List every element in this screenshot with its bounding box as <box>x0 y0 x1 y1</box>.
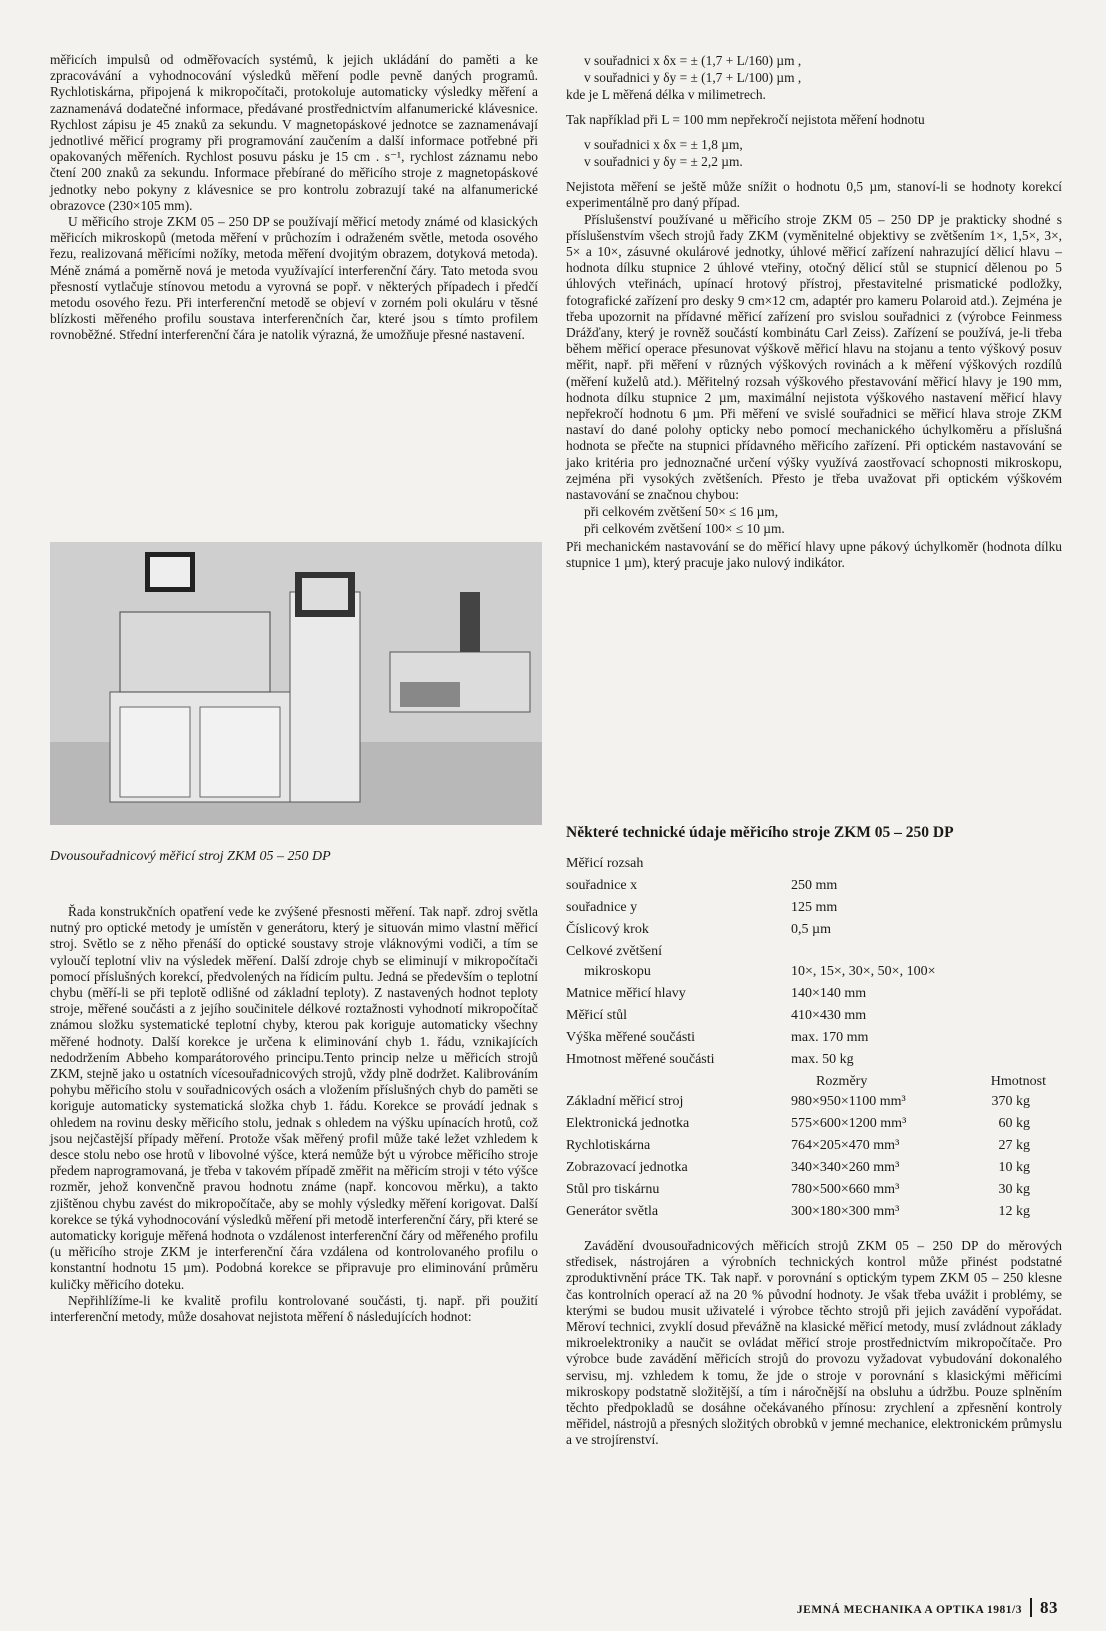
formula: v souřadnici y δy = ± (1,7 + L/100) µm , <box>584 70 802 86</box>
mass-header: Hmotnost <box>990 1074 1046 1089</box>
range-label: Měřicí rozsah <box>566 856 644 871</box>
table-row: Základní měřicí stroj 980×950×1100 mm³ 370 kg <box>566 1094 1030 1109</box>
table-row: Elektronická jednotka 575×600×1200 mm³ 60 kg <box>566 1116 1030 1131</box>
formula: při celkovém zvětšení 100× ≤ 10 µm. <box>584 521 785 537</box>
table-row: mikroskopu 10×, 15×, 30×, 50×, 100× <box>584 964 936 979</box>
table-row: Číslicový krok 0,5 µm <box>566 922 831 937</box>
right-column-bottom <box>566 1238 1062 1449</box>
formula: v souřadnici y δy = ± 2,2 µm. <box>584 154 743 170</box>
spec-table <box>566 853 1066 1223</box>
table-row: Stůl pro tiskárnu 780×500×660 mm³ 30 kg <box>566 1182 1030 1197</box>
table-row: Měřicí stůl 410×430 mm <box>566 1008 867 1023</box>
table-row: Generátor světla 300×180×300 mm³ 12 kg <box>566 1204 1030 1219</box>
paragraph: Řada konstrukčních opatření vede ke zvýšené přesnosti měření. Tak např. zdroj světla nutný pro optické metody je umístěn v generátoru, který je situován mimo vlastní měřicí stroj. Světlo se z něho přenáší do optické soustavy stroje vláknovými vodiči, a tím se vyloučí teplotní vliv na výsledek měření. Další zdroje chyb se eliminují v mikropočítači pomocí příslušných korekcí, předvolených na řídicím pultu. Jedná se především o teplotní chybu (měří-li se při teplotě odlišné od základní teploty). Z nastavených hodnot teploty stroje, měřené součásti a z jejího součinitele délkové roztažnosti vyhodnotí mikropočítač známou složku systematické teplotní chyby, kterou pak koriguje automaticky všechny měřené hodnoty. Další korekce je určena k eliminování chyb 1. řádu, vznikajících nedodržením Abbeho komparátorového principu.Tento princip nelze u měřicích strojů ZKM, stejně jako u ostatních vícesouřadnicových strojů, vždy plně dodržet. Kalibrováním pohybu měřicího stolu v souřadnicových osách a vložením příslušných chyb do paměti se koriguje automaticky systematická složka chyb 1. řádu. Korekce se provádí jednak s ohledem na rovinu desky měřicího stolu, jednak s ohledem na výšku upínacích hrotů, což jsou nejčastější případy měření. Protože však měřený profil může také ležet vzhledem k desce stolu nebo ose hrotů v libovolné výšce, která nemůže být u výrobce měřicího stroje předem naprogramovaná, je třeba v takovém případě změřit na měřicím stroji v této výšce rozměr, jehož konvenčně pravou hodnotu známe (např. koncovou měrku), a takto zjištěnou chybu zavést do mikropočítače, aby se mohly výsledky měření korigovat. Další korekce se týká vyhodnocování výsledků měření při metodě interferenční čáry, při které se automaticky koriguje měřená hodnota o vzdálenost interferenční čáry od měřeného profilu (u měřicího stroje ZKM je interferenční čára vzdálena od kontrolovaného profilu o konstantní hodnotu 15 µm). Podobná korekce se připravuje pro eliminování průměru kuličky měřicího doteku. <box>50 904 538 1292</box>
paragraph: Při mechanickém nastavování se do měřicí hlavy upne pákový úchylkoměr (hodnota dílku stupnice 1 µm), který pracuje jako nulový indikátor. <box>566 538 1062 570</box>
text-line: kde je L měřená délka v milimetrech. <box>566 87 766 103</box>
page-number: 83 <box>1030 1598 1058 1617</box>
formula: v souřadnici x δx = ± (1,7 + L/160) µm , <box>584 53 802 68</box>
paragraph: měřicích impulsů od odměřovacích systémů, k jejich ukládání do paměti a ke zpracovávání a vyhodnocování výsledků měření podle pevně daných programů. Rychlotiskárna, připojená k mikropočítači, protokoluje automaticky výsledky měření a zaznamenává dodatečné informace, předávané prostřednictvím alfanumerické klávesnice. Rychlost zápisu je 45 znaků za sekundu. V magnetopáskové jednotce se zaznamenávají jednotlivé měřicí programy při programování zaučením a další informace potřebné při opakovaných měřeních. Rychlost posuvu pásku je 15 cm . s⁻¹, rychlost záznamu nebo čtení 200 znaků za sekundu. Informace přebírané do měřicího stroje z magnetopáskové jednotky nebo pokyny z klávesnice se pro kontrolu zobrazují také na alfanumerické obrazovce (230×105 mm). <box>50 52 538 213</box>
table-row <box>566 853 1066 875</box>
page-footer <box>797 1598 1058 1618</box>
formula: v souřadnici x δx = ± 1,8 µm, <box>584 136 743 152</box>
left-column-top <box>50 52 538 344</box>
figure-caption: Dvousouřadnicový měřicí stroj ZKM 05 – 250 DP <box>50 849 331 864</box>
table-title: Některé technické údaje měřicího stroje ZKM 05 – 250 DP <box>566 824 954 841</box>
left-column-bottom <box>50 904 538 1325</box>
paragraph: Zavádění dvousouřadnicových měřicích strojů ZKM 05 – 250 DP do měrových středisek, nástrojáren a výrobních technických kontrol může přinést podstatné zproduktivnění práce TK. Tak např. v porovnání s optickým typem ZKM 05 – 250 klesne čas kontrolních operací až na 20 % původní hodnoty. Je však třeba uvážit i problémy, se kterými se budou musit uživatelé i výrobce těchto strojů při jejich zavádění vypořádat. Měroví technici, zvyklí dosud převážně na klasické měřicí metody, musí zvládnout základy mikroelektroniky a naučit se ovládat měřicí stroje prostřednictvím mikropočítače. Pro výrobce bude zavádění měřicích strojů do provozu vyžadovat vybudování dokonalého servisu, mj. vzhledem k tomu, že jde o stroje v porovnání s klasickými měřicími mikroskopy podstatně složitější, a tím i náročnější na obsluhu a údržbu. Pouze splněním těchto předpokladů se dosáhne očekávaného přínosu: zrychlení a zpřesnění kontroly měřidel, nástrojů a přesných složitých obrobků v jemné mechanice, elektronickém průmyslu a ve strojírenství. <box>566 1238 1062 1448</box>
table-row: Rychlotiskárna 764×205×470 mm³ 27 kg <box>566 1138 1030 1153</box>
machine-photo-illustration <box>50 542 542 825</box>
table-row: souřadnice y 125 mm <box>566 900 838 915</box>
right-column-top <box>566 52 1062 571</box>
text-line: Nejistota měření se ještě může snížit o hodnotu 0,5 µm, stanoví-li se hodnoty korekcí experimentálně pro daný případ. <box>566 179 1062 211</box>
table-row: Výška měřené součásti max. 170 mm <box>566 1030 869 1045</box>
table-row: Celkové zvětšení <box>566 944 663 959</box>
table-header-row <box>566 1071 1066 1091</box>
table-row: Zobrazovací jednotka 340×340×260 mm³ 10 kg <box>566 1160 1030 1175</box>
journal-name: JEMNÁ MECHANIKA A OPTIKA 1981/3 <box>796 1604 1022 1616</box>
table-row: souřadnice x 250 mm <box>566 878 838 893</box>
paragraph: Nepřihlížíme-li ke kvalitě profilu kontrolované součásti, tj. např. při použití interferenční metody, může dosahovat nejistota měření δ následujících hodnot: <box>50 1292 538 1325</box>
text-line: Tak například při L = 100 mm nepřekročí nejistota měření hodnotu <box>566 111 925 127</box>
table-row: Matnice měřicí hlavy 140×140 mm <box>566 986 867 1001</box>
machine-photo <box>50 542 542 825</box>
dimensions-header: Rozměry <box>816 1074 868 1089</box>
formula: při celkovém zvětšení 50× ≤ 16 µm, <box>584 504 779 520</box>
paragraph: U měřicího stroje ZKM 05 – 250 DP se používají měřicí metody známé od klasických měřicích mikroskopů (metoda měření v průchozím i odraženém světle, metoda osového řezu, realizovaná měřicími nožíky, metoda měření dvojitým obrazem, dotyková metoda). Méně známá a poměrně nová je metoda využívající interferenční čáry. Tato metoda svou přesností vytlačuje stínovou metodu a vyrovná se popř. v některých případech i předčí metodu osového řezu. Při interferenční metodě se objeví v zorném poli okuláru v těsné blízkosti měřeného profilu soustava interferenčních čar, které jsou s tímto profilem rovnoběžné. Střední interferenční čára je natolik výrazná, že umožňuje přesné nastavení. <box>50 214 538 343</box>
paragraph: Příslušenství používané u měřicího stroje ZKM 05 – 250 DP je prakticky shodné s příslušenstvím všech strojů řady ZKM (vyměnitelné objektivy se zvětšením 1×, 1,5×, 3×, 5× a 10×, zásuvné okulárové jednotky, úhlové měřicí zařízení nahrazující dělicí hlavu – hodnota dílku stupnice 2 úhlové vteřiny, otočný dělicí stůl se stupnicí dělenou po 5 úhlových vteřinách, upínací hrotový přístroj, přestavitelné prismatické podložky, fotografické zařízení pro desky 9 cm×12 cm, adaptér pro kameru Polaroid atd.). Zejména je třeba upozornit na přídavné měřicí zařízení pro svislou souřadnici z (výrobce Feinmess Drážďany, který je rovněž součástí kombinátu Carl Zeiss). Zařízení se používá, je-li třeba během měřicí operace přesunovat výškově měřicí hlavu na stojanu a tento výškový posuv měřit, např. při měření v různých výškových rovinách a k měření výškových rozdílů (měření kuželů atd.). Měřitelný rozsah výškového přestavování měřicí hlavy je 190 mm, hodnota dílku stupnice 2 µm, maximální nejistota výškového nastavení měřicí hlavy nepřekročí hodnotu 6 µm. Při měření ve svislé souřadnici se měřicí hlava stroje ZKM nastaví do dané polohy opticky nebo pomocí mechanického úchylkoměru a příslušná hodnota se přečte na stupnici přídavného měřicího zařízení. Při optickém nastavování se jako kritéria pro jednoznačné určení výšky využívá zaostřovací schopnosti mikroskopu, zejména při vysokých zvětšeních. Přesto je třeba uvažovat při optickém výškovém nastavování se značnou chybou: <box>566 211 1062 503</box>
table-row: Hmotnost měřené součásti max. 50 kg <box>566 1052 854 1067</box>
